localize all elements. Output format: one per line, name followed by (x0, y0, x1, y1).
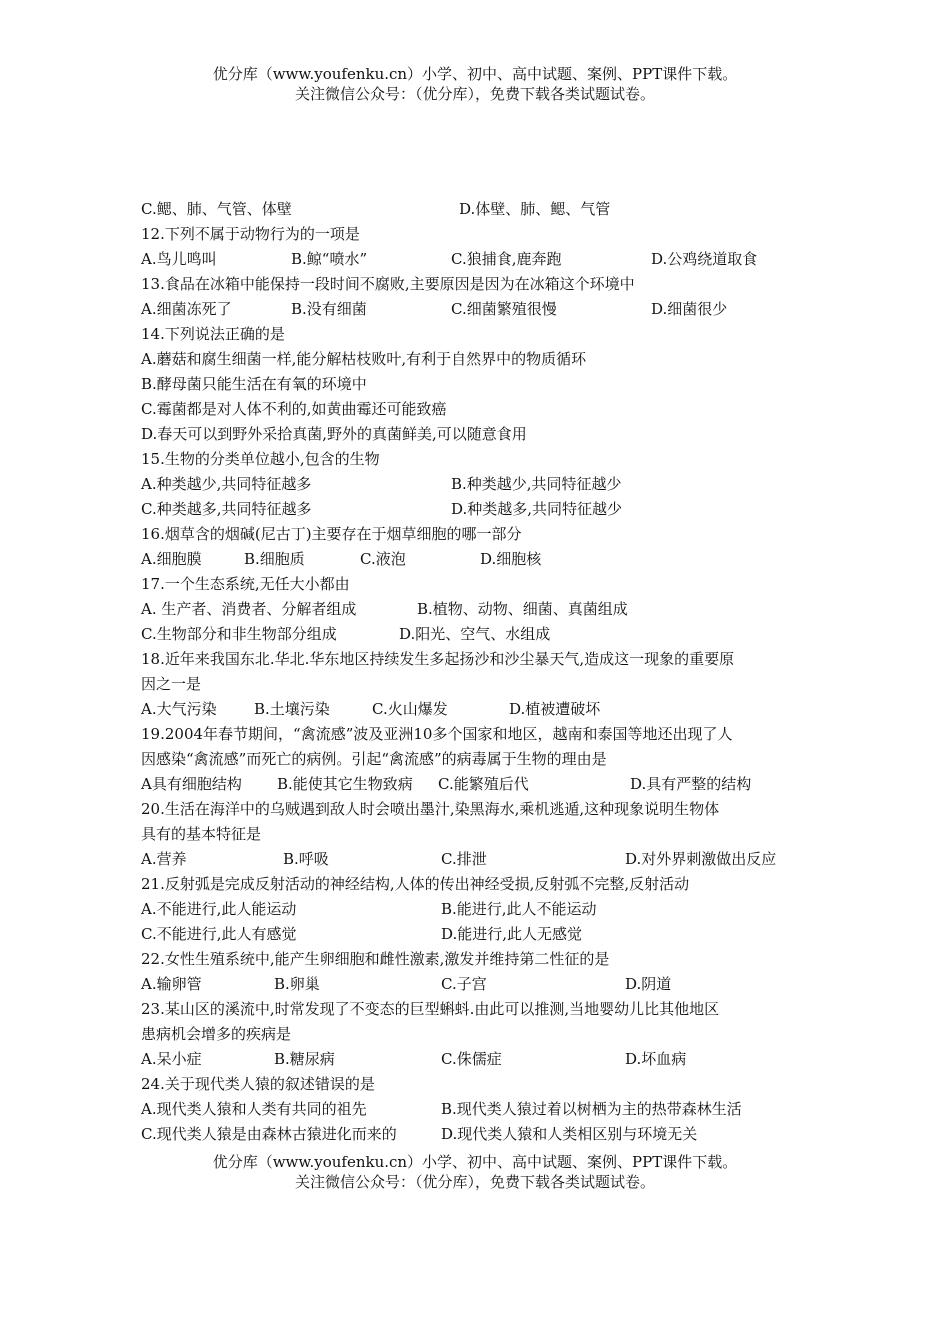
header-line-1: 优分库（www.youfenku.cn）小学、初中、高中试题、案例、PPT课件下载。 (212, 65, 738, 83)
question-text-line: 23.某山区的溪流中,时常发现了不变态的巨型蝌蚪.由此可以推测,当地婴幼儿比其他地区 (141, 1000, 720, 1018)
question-text-line: 24.关于现代类人猿的叙述错误的是 (141, 1075, 375, 1093)
question-text-line: 12.下列不属于动物行为的一项是 (141, 225, 360, 243)
options-row (141, 972, 841, 997)
question-text-line: 16.烟草含的烟碱(尼古丁)主要存在于烟草细胞的哪一部分 (141, 525, 522, 543)
question-text-line: 13.食品在冰箱中能保持一段时间不腐败,主要原因是因为在冰箱这个环境中 (141, 275, 635, 293)
answer-option: D.坏血病 (625, 1050, 687, 1068)
answer-option: B.卵巢 (274, 975, 320, 993)
answer-option: A.营养 (141, 850, 187, 868)
question-text-line: 因之一是 (141, 675, 202, 693)
options-row (141, 897, 841, 922)
answer-option: B.没有细菌 (291, 300, 367, 318)
options-row (141, 1122, 841, 1147)
answer-option: D.能进行,此人无感觉 (441, 925, 583, 943)
answer-option: B.能进行,此人不能运动 (441, 900, 597, 918)
answer-option: A.细菌冻死了 (141, 300, 232, 318)
question-text-line: 19.2004年春节期间，“禽流感”波及亚洲10多个国家和地区，越南和泰国等地还出现了人 (141, 725, 733, 743)
answer-option: A.种类越少,共同特征越多 (141, 475, 312, 493)
question-text-line: 22.女性生殖系统中,能产生卵细胞和雌性激素,激发并维持第二性征的是 (141, 950, 610, 968)
options-row (141, 247, 841, 272)
options-row (141, 597, 841, 622)
options-row (141, 297, 841, 322)
options-row (141, 622, 841, 647)
question-text-line: 17.一个生态系统,无任大小都由 (141, 575, 350, 593)
options-row (141, 472, 841, 497)
footer-line-2: 关注微信公众号：（优分库），免费下载各类试题试卷。 (294, 1173, 655, 1191)
answer-option: A.细胞膜 (141, 550, 202, 568)
answer-option: A.鸟儿鸣叫 (141, 250, 217, 268)
footer-line-1: 优分库（www.youfenku.cn）小学、初中、高中试题、案例、PPT课件下载。 (212, 1153, 738, 1171)
answer-option: D.种类越多,共同特征越少 (451, 500, 623, 518)
question-text-line: 15.生物的分类单位越小,包含的生物 (141, 450, 380, 468)
answer-option: D.对外界刺激做出反应 (625, 850, 777, 868)
answer-option: A.输卵管 (141, 975, 202, 993)
question-text-line: 因感染“禽流感”而死亡的病例。引起“禽流感”的病毒属于生物的理由是 (141, 750, 607, 768)
answer-option: C.子宫 (441, 975, 487, 993)
question-text-line: 患病机会增多的疾病是 (141, 1025, 292, 1043)
answer-option: A.现代类人猿和人类有共同的祖先 (141, 1100, 367, 1118)
header-line-2: 关注微信公众号：（优分库），免费下载各类试题试卷。 (294, 85, 655, 103)
answer-option: A具有细胞结构 (141, 775, 242, 793)
answer-option: B.种类越少,共同特征越少 (451, 475, 622, 493)
answer-option: D.具有严整的结构 (630, 775, 752, 793)
question-text-line: C.霉菌都是对人体不利的,如黄曲霉还可能致癌 (141, 400, 447, 418)
options-row (141, 197, 841, 222)
answer-option: C.生物部分和非生物部分组成 (141, 625, 337, 643)
answer-option: B.植物、动物、细菌、真菌组成 (417, 600, 628, 618)
answer-option: D.阳光、空气、水组成 (399, 625, 551, 643)
answer-option: B.鲸“喷水” (291, 250, 368, 268)
question-text-line: 21.反射弧是完成反射活动的神经结构,人体的传出神经受损,反射弧不完整,反射活动 (141, 875, 690, 893)
answer-option: C.狼捕食,鹿奔跑 (451, 250, 562, 268)
page-header (0, 64, 950, 104)
page-footer (0, 1152, 950, 1192)
answer-option: C.细菌繁殖很慢 (451, 300, 557, 318)
answer-option: A.不能进行,此人能运动 (141, 900, 297, 918)
answer-option: D.细胞核 (480, 550, 542, 568)
options-row (141, 497, 841, 522)
answer-option: A. 生产者、消费者、分解者组成 (141, 600, 357, 618)
answer-option: C.侏儒症 (441, 1050, 502, 1068)
answer-option: B.糖尿病 (274, 1050, 335, 1068)
options-row (141, 772, 841, 797)
answer-option: C.排泄 (441, 850, 487, 868)
answer-option: B.呼吸 (283, 850, 329, 868)
answer-option: A.呆小症 (141, 1050, 202, 1068)
question-content (141, 197, 841, 1147)
question-text-line: 具有的基本特征是 (141, 825, 262, 843)
answer-option: C.能繁殖后代 (438, 775, 529, 793)
answer-option: D.阴道 (625, 975, 672, 993)
answer-option: C.鳃、肺、气管、体壁 (141, 200, 292, 218)
options-row (141, 697, 841, 722)
answer-option: B.土壤污染 (254, 700, 330, 718)
answer-option: B.现代类人猿过着以树栖为主的热带森林生活 (441, 1100, 742, 1118)
answer-option: C.不能进行,此人有感觉 (141, 925, 297, 943)
question-text-line: 20.生活在海洋中的乌贼遇到敌人时会喷出墨汁,染黑海水,乘机逃遁,这种现象说明生物体 (141, 800, 720, 818)
question-text-line: 14.下列说法正确的是 (141, 325, 285, 343)
answer-option: B.能使其它生物致病 (277, 775, 413, 793)
question-text-line: A.蘑菇和腐生细菌一样,能分解枯枝败叶,有利于自然界中的物质循环 (141, 350, 587, 368)
options-row (141, 922, 841, 947)
answer-option: C.液泡 (360, 550, 406, 568)
answer-option: D.现代类人猿和人类相区别与环境无关 (441, 1125, 698, 1143)
question-text-line: D.春天可以到野外采拾真菌,野外的真菌鲜美,可以随意食用 (141, 425, 527, 443)
answer-option: A.大气污染 (141, 700, 217, 718)
options-row (141, 547, 841, 572)
answer-option: D.细菌很少 (651, 300, 728, 318)
question-text-line: 18.近年来我国东北.华北.华东地区持续发生多起扬沙和沙尘暴天气,造成这一现象的重要原 (141, 650, 735, 668)
answer-option: C.现代类人猿是由森林古猿进化而来的 (141, 1125, 397, 1143)
answer-option: B.细胞质 (244, 550, 305, 568)
question-text-line: B.酵母菌只能生活在有氧的环境中 (141, 375, 367, 393)
answer-option: C.种类越多,共同特征越多 (141, 500, 312, 518)
answer-option: D.公鸡绕道取食 (651, 250, 758, 268)
answer-option: D.植被遭破坏 (509, 700, 601, 718)
answer-option: C.火山爆发 (372, 700, 448, 718)
options-row (141, 1047, 841, 1072)
options-row (141, 1097, 841, 1122)
answer-option: D.体壁、肺、鳃、气管 (459, 200, 611, 218)
options-row (141, 847, 841, 872)
